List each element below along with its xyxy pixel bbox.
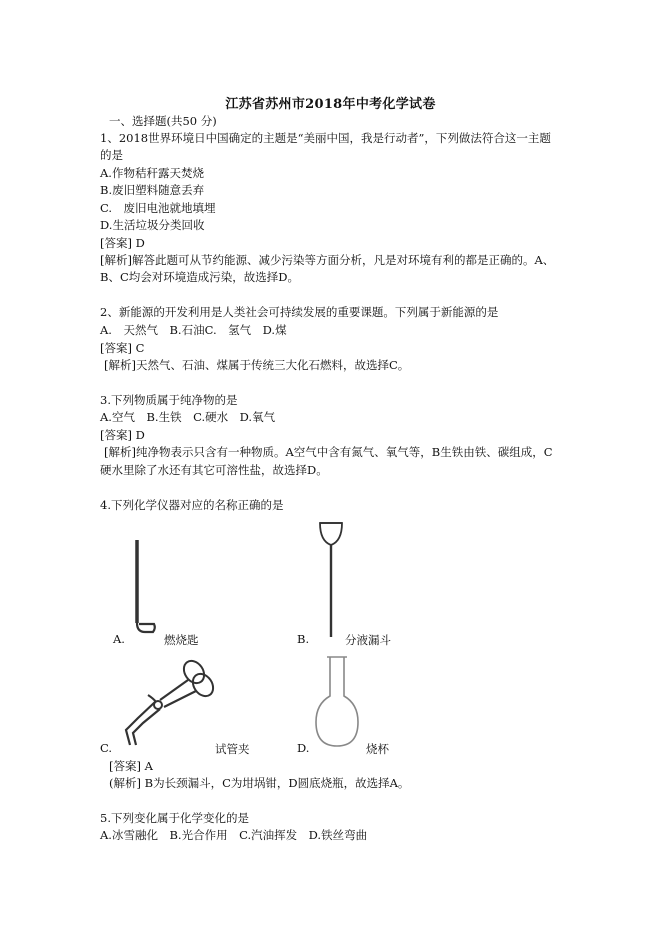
section-heading: 一、选择题(共50 分): [109, 114, 217, 128]
q4-d-name: 烧杯: [366, 742, 389, 756]
q4-a-letter: A.: [113, 632, 125, 646]
q1-analysis-line2: B、C均会对环境造成污染，故选择D。: [100, 270, 299, 284]
q3-answer: [答案] D: [100, 428, 145, 442]
q1-answer: [答案] D: [100, 236, 145, 250]
q4-b-letter: B.: [297, 632, 310, 646]
q2-options: A. 天然气 B.石油C. 氢气 D.煤: [100, 323, 287, 337]
q4-a-name: 燃烧匙: [164, 633, 199, 647]
flask-icon: [312, 654, 362, 750]
combustion-spoon-icon: [125, 535, 165, 640]
q2-answer: [答案] C: [100, 341, 145, 355]
doc-title: 江苏省苏州市2018年中考化学试卷: [225, 97, 436, 112]
q2-analysis: [解析]天然气、石油、煤属于传统三大化石燃料，故选择C。: [104, 358, 410, 372]
q4-analysis: (解析] B为长颈漏斗，C为坩埚钳，D圆底烧瓶，故选择A。: [109, 776, 410, 790]
q4-d-letter: D.: [297, 741, 310, 755]
q3-stem: 3.下列物质属于纯净物的是: [100, 393, 238, 407]
q1-stem-line1: 1、2018世界环境日中国确定的主题是“美丽中国，我是行动者”，下列做法符合这一主题: [100, 131, 551, 145]
q3-analysis-line1: [解析]纯净物表示只含有一种物质。A空气中含有氮气、氧气等，B生铁由铁、碳组成，C: [104, 445, 553, 459]
q1-stem-line2: 的是: [100, 148, 123, 162]
q1-analysis-line1: [解析]解答此题可从节约能源、减少污染等方面分析，凡是对环境有利的都是正确的。A、: [100, 253, 555, 267]
q3-options: A.空气 B.生铁 C.硬水 D.氧气: [100, 410, 276, 424]
q4-c-name: 试管夹: [215, 742, 250, 756]
funnel-icon: [316, 519, 346, 641]
tongs-icon: [118, 655, 218, 750]
q4-stem: 4.下列化学仪器对应的名称正确的是: [100, 498, 284, 512]
q5-stem: 5.下列变化属于化学变化的是: [100, 811, 249, 825]
q1-option-b: B.废旧塑料随意丢弃: [100, 183, 205, 197]
q1-option-c: C. 废旧电池就地填埋: [100, 201, 216, 215]
q4-b-name: 分液漏斗: [345, 633, 391, 647]
q2-stem: 2、新能源的开发利用是人类社会可持续发展的重要课题。下列属于新能源的是: [100, 305, 499, 319]
q1-option-a: A.作物秸秆露天焚烧: [100, 166, 204, 180]
q4-answer: [答案] A: [109, 759, 153, 773]
q5-options: A.冰雪融化 B.光合作用 C.汽油挥发 D.铁丝弯曲: [100, 828, 368, 842]
q1-option-d: D.生活垃圾分类回收: [100, 218, 205, 232]
q4-c-letter: C.: [100, 741, 113, 755]
q3-analysis-line2: 硬水里除了水还有其它可溶性盐，故选择D。: [100, 463, 328, 477]
